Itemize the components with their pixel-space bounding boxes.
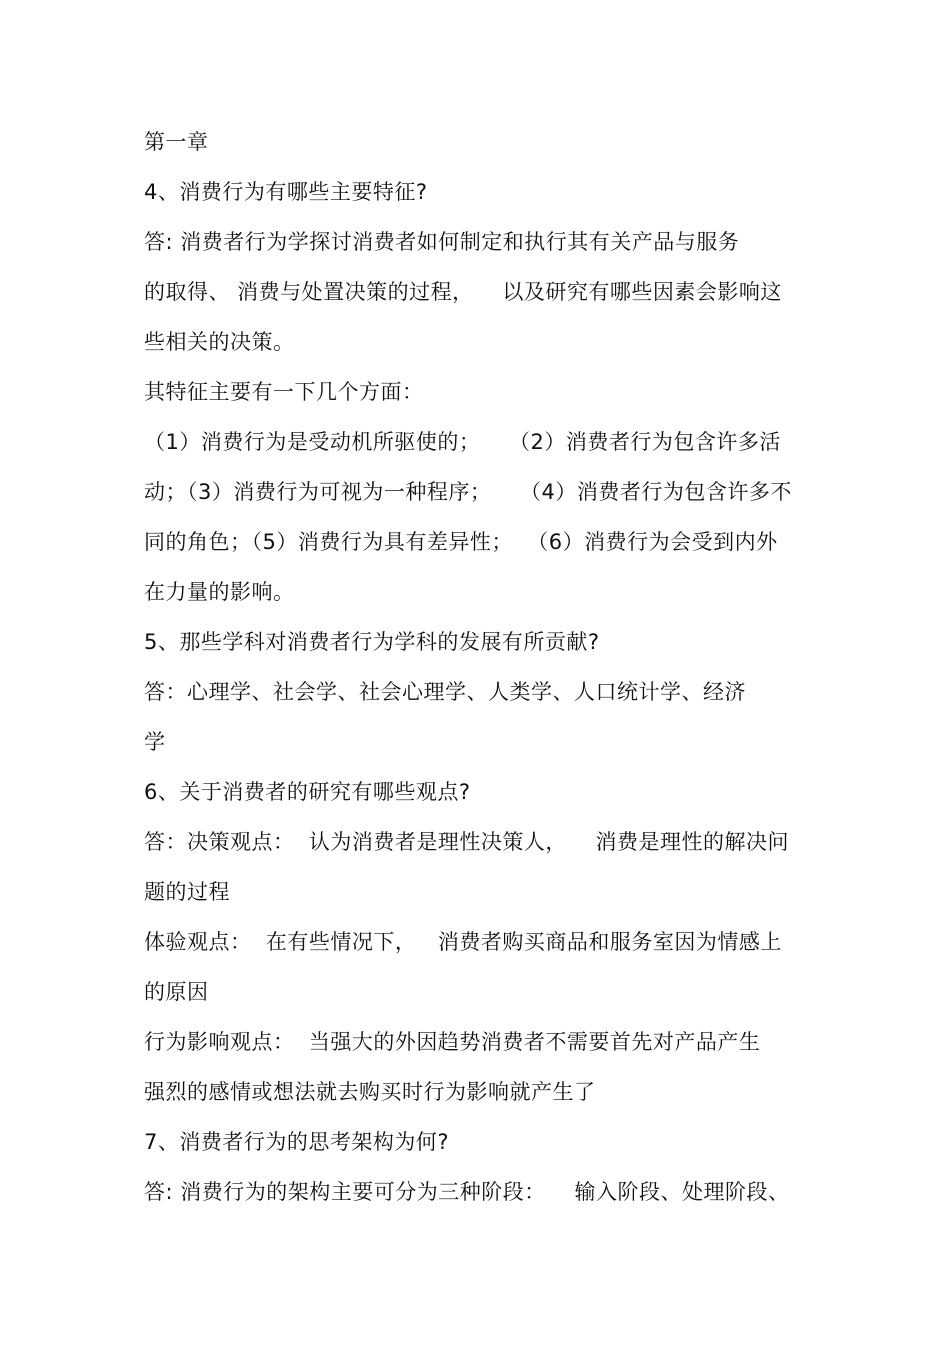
question-5: 5、那些学科对消费者行为学科的发展有所贡献? [144, 630, 600, 654]
question-6: 6、关于消费者的研究有哪些观点? [144, 780, 471, 804]
answer-4-line-1: 答: 消费者行为学探讨消费者如何制定和执行其有关产品与服务 [144, 230, 740, 254]
answer-4-line-2: 的取得、 消费与处置决策的过程， 以及研究有哪些因素会影响这 [144, 280, 782, 304]
features-line-1: （1）消费行为是受动机所驱使的； （2）消费者行为包含许多活 [144, 430, 781, 454]
answer-6-line-4: 的原因 [144, 980, 209, 1004]
answer-7-line-1: 答: 消费行为的架构主要可分为三种阶段： 输入阶段、处理阶段、 [144, 1180, 790, 1204]
features-line-3: 同的角色；（5）消费行为具有差异性； （6）消费行为会受到内外 [144, 530, 778, 554]
answer-6-line-3: 体验观点： 在有些情况下， 消费者购买商品和服务室因为情感上 [144, 930, 782, 954]
answer-6-line-6: 强烈的感情或想法就去购买时行为影响就产生了 [144, 1080, 596, 1104]
question-7: 7、消费者行为的思考架构为何? [144, 1130, 450, 1154]
answer-6-line-2: 题的过程 [144, 880, 230, 904]
features-line-2: 动；（3）消费行为可视为一种程序； （4）消费者行为包含许多不 [144, 480, 792, 504]
features-intro: 其特征主要有一下几个方面： [144, 380, 424, 404]
chapter-heading: 第一章 [144, 130, 209, 154]
answer-5-line-2: 学 [144, 730, 166, 754]
answer-5-line-1: 答：心理学、社会学、社会心理学、人类学、人口统计学、经济 [144, 680, 746, 704]
answer-6-line-5: 行为影响观点： 当强大的外因趋势消费者不需要首先对产品产生 [144, 1030, 761, 1054]
answer-4-line-3: 些相关的决策。 [144, 330, 295, 354]
answer-6-line-1: 答：决策观点： 认为消费者是理性决策人， 消费是理性的解决问 [144, 830, 790, 854]
features-line-4: 在力量的影响。 [144, 580, 295, 604]
question-4: 4、消费行为有哪些主要特征? [144, 180, 428, 204]
